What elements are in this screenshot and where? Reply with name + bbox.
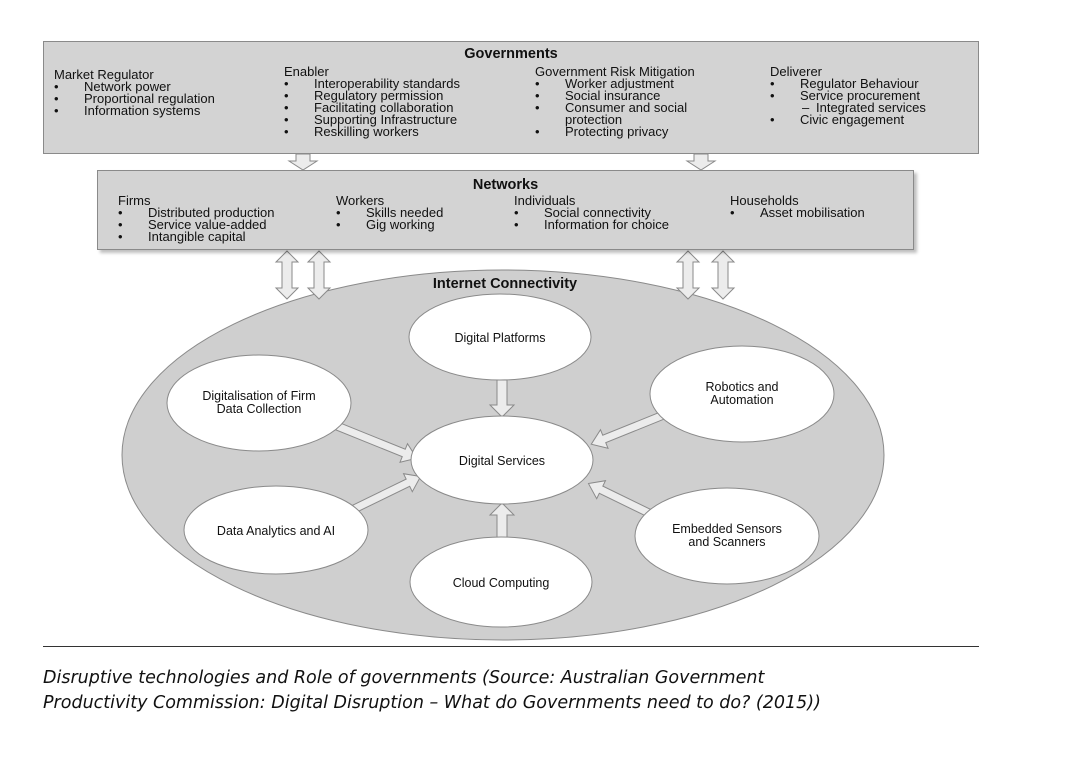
gov-col-deliverer	[770, 66, 926, 126]
node-embedded-sensors	[635, 488, 819, 584]
node-digital-services	[411, 416, 593, 504]
double-arrow-left-2	[308, 251, 330, 299]
caption-line-1: Disruptive technologies and Role of governments (Source: Australian Government	[43, 668, 765, 688]
node-cloud-computing	[410, 537, 592, 627]
node-digital-platforms	[409, 294, 591, 380]
svg-text:and Scanners: and Scanners	[688, 535, 766, 549]
governments-title: Governments	[464, 46, 558, 62]
net-col-individuals	[514, 195, 669, 231]
net-list-item: • Intangible capital	[118, 231, 274, 243]
gov-col-enabler	[284, 66, 460, 138]
gov-list-item: • Civic engagement	[770, 114, 926, 126]
svg-text:Automation: Automation	[710, 393, 774, 407]
svg-text:Data Collection: Data Collection	[216, 402, 302, 416]
gov-list-item: • Protecting privacy	[535, 126, 695, 138]
net-col-heading: Individuals	[514, 193, 576, 208]
svg-text:Cloud Computing: Cloud Computing	[452, 576, 550, 590]
caption-line-2: Productivity Commission: Digital Disruption – What do Governments need to do? (2015))	[43, 693, 821, 713]
gov-col-market-regulator	[54, 69, 215, 117]
net-list-item: • Distributed production	[118, 207, 274, 219]
net-col-heading: Firms	[118, 193, 151, 208]
net-col-households	[730, 195, 865, 219]
gov-list-item: • Supporting Infrastructure	[284, 114, 460, 126]
gov-col-heading: Market Regulator	[54, 67, 154, 82]
gov-list-item: • Reskilling workers	[284, 126, 460, 138]
gov-col-heading: Enabler	[284, 64, 329, 79]
svg-text:Digitalisation of Firm: Digitalisation of Firm	[202, 389, 316, 403]
gov-list-item: • Facilitating collaboration	[284, 102, 460, 114]
gov-list-item: • Worker adjustment	[535, 78, 695, 90]
net-col-heading: Households	[730, 193, 799, 208]
down-arrow-gov-networks-left	[289, 154, 317, 170]
gov-list-item: • Regulatory permission	[284, 90, 460, 102]
gov-col-heading: Deliverer	[770, 64, 823, 79]
double-arrow-right-1	[677, 251, 699, 299]
net-list-item: • Information for choice	[514, 219, 669, 231]
svg-text:Digital Services: Digital Services	[458, 454, 546, 468]
double-arrow-left-1	[276, 251, 298, 299]
net-list-item: • Service value-added	[118, 219, 274, 231]
net-col-workers	[336, 195, 443, 231]
net-col-firms	[118, 195, 274, 243]
networks-title: Networks	[472, 177, 539, 193]
gov-list-item: • Social insurance	[535, 90, 695, 102]
gov-list-item: • Consumer and social	[535, 102, 695, 114]
internet-connectivity-title: Internet Connectivity	[432, 276, 578, 292]
figure-caption	[43, 666, 1003, 716]
gov-list-item: • Information systems	[54, 105, 215, 117]
gov-list-item: • Proportional regulation	[54, 93, 215, 105]
gov-list-item-continued: protection	[565, 112, 623, 127]
net-list-item: • Skills needed	[336, 207, 443, 219]
gov-col-heading: Government Risk Mitigation	[535, 64, 695, 79]
net-list-item: • Social connectivity	[514, 207, 669, 219]
gov-list-item: • Interoperability standards	[284, 78, 460, 90]
governments-box	[43, 41, 979, 154]
gov-list-item: • Regulator Behaviour	[770, 78, 926, 90]
svg-text:Digital Platforms: Digital Platforms	[454, 331, 546, 345]
net-list-item: • Gig working	[336, 219, 443, 231]
net-list-item: • Asset mobilisation	[730, 207, 865, 219]
gov-col-risk-mitigation	[535, 66, 695, 138]
node-robotics-automation	[650, 346, 834, 442]
svg-text:Robotics and: Robotics and	[705, 380, 779, 394]
gov-list-item: • Service procurement	[770, 90, 926, 102]
gov-list-item: • Network power	[54, 81, 215, 93]
down-arrow-gov-networks-right	[687, 154, 715, 170]
caption-divider	[43, 646, 979, 647]
networks-box	[97, 170, 914, 250]
double-arrow-right-2	[712, 251, 734, 299]
node-firm-data-collection	[167, 355, 351, 451]
gov-list-subitem: – Integrated services	[770, 102, 926, 114]
node-data-analytics-ai	[184, 486, 368, 574]
net-col-heading: Workers	[336, 193, 385, 208]
svg-text:Data Analytics and AI: Data Analytics and AI	[216, 524, 336, 538]
svg-text:Embedded Sensors: Embedded Sensors	[672, 522, 782, 536]
